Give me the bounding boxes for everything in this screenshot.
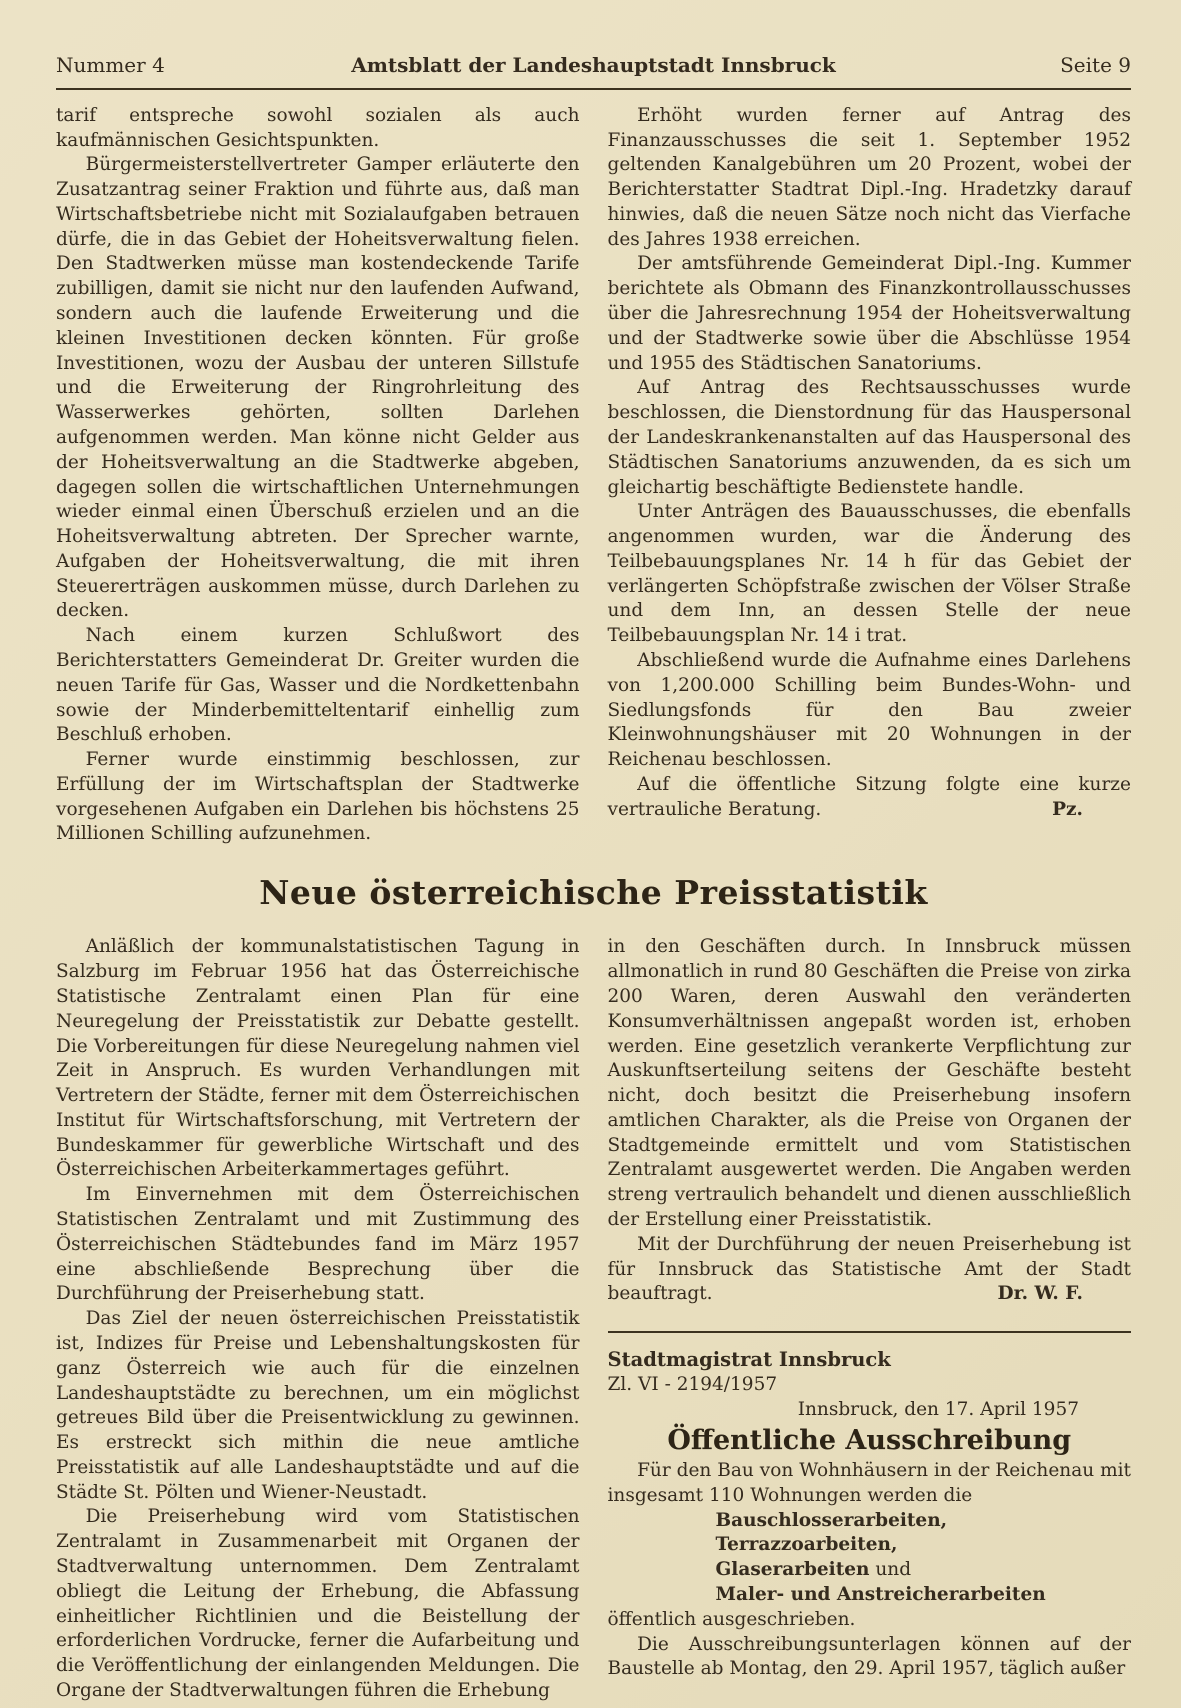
notice-item <box>716 1583 1132 1608</box>
paragraph: Der amtsführende Gemeinderat Dipl.-Ing. Kummer berichtete als Obmann des Finanzkontrollausschusses über die Jahresrechnung 1954 der Hoheitsverwaltung und der Stadtwerke sowie über die Abschlüsse 1954 und 1955 des Städtischen Sanatoriums. <box>607 253 1131 374</box>
notice-item-label: Glaserarbeiten <box>715 1559 870 1581</box>
paragraph: Anläßlich der kommunalstatistischen Tagung in Salzburg im Februar 1956 hat das Österreichische Statistische Zentralamt einen Plan für eine Neuregelung der Preisstatistik zur Debatte gestellt. Die Vorbereitungen für diese Neuregelung nahmen viel Zeit in Anspruch. Es wurden Verhandlungen mit Vertretern der Städte, ferner mit dem Österreichischen Institut für Wirtschaftsforschung, mit Vertretern der Bundeskammer für gewerbliche Wirtschaft und des Österreichischen Arbeiterkammertages geführt. <box>56 936 580 1181</box>
article2-title: Neue österreichische Preisstatistik <box>259 873 928 913</box>
notice-outro: öffentlich ausgeschrieben. <box>607 1608 856 1630</box>
public-tender-notice <box>608 1347 1132 1682</box>
notice-item-label: Bauschlosserarbeiten, <box>715 1509 948 1531</box>
notice-dateline: Innsbruck, den 17. April 1957 <box>797 1399 1079 1421</box>
paragraph: Nach einem kurzen Schlußwort des Berichterstatters Gemeinderat Dr. Greiter wurden die neuen Tarife für Gas, Wasser und die Nordkettenbahn sowie der Minderbemitteltentarif einhellig zum Beschluß erhoben. <box>56 625 580 746</box>
paragraph: Die Preiserhebung wird vom Statistischen Zentralamt in Zusammenarbeit mit Organen der Stadtverwaltung unternommen. Dem Zentralamt obliegt die Leitung der Erhebung, die Abfassung einheitlicher Richtlinien und die Beistellung der erforderlichen Vordrucke, ferner die Aufarbeitung und die Veröffentlichung der einlangenden Meldungen. Die Organe der Stadtverwaltungen führen die Erhebung <box>56 1506 580 1701</box>
notice-reference-number: Zl. VI - 2194/1957 <box>607 1374 778 1396</box>
paragraph: Unter Anträgen des Bauausschusses, die ebenfalls angenommen wurden, war die Änderung des Teilbebauungsplanes Nr. 14 h für das Gebiet der verlängerten Schöpfstraße zwischen der Völser Straße und dem Inn, an dessen Stelle der neue Teilbebauungsplan Nr. 14 i trat. <box>607 501 1131 647</box>
notice-office: Stadtmagistrat Innsbruck <box>607 1348 891 1372</box>
article1-columns <box>56 104 1131 847</box>
notice-continuation: Die Ausschreibungsunterlagen können auf der Baustelle ab Montag, den 29. April 1957, täglich außer <box>607 1633 1131 1680</box>
section-divider-rule <box>608 1331 1132 1333</box>
notice-item-suffix: und <box>869 1559 912 1581</box>
masthead <box>56 52 1131 90</box>
article2-left-column <box>56 935 580 1703</box>
signature: Pz. <box>1052 798 1083 820</box>
paragraph: Das Ziel der neuen österreichischen Preisstatistik ist, Indizes für Preise und Lebenshaltungskosten für ganz Österreich wie auch für die einzelnen Landeshauptstädte zu berechnen, um ein möglichst getreues Bild über die Preisentwicklung zu gewinnen. Es erstreckt sich mithin die neue amtliche Preisstatistik auf alle Landeshauptstädte und auf die Städte St. Pölten und Wiener-Neustadt. <box>56 1308 580 1503</box>
paragraph: Im Einvernehmen mit dem Österreichischen Statistischen Zentralamt und mit Zustimmung des Österreichischen Städtebundes fand im März 1957 eine abschließende Besprechung über die Durchführung der Preiserhebung statt. <box>56 1184 580 1305</box>
issue-number: Nummer 4 <box>56 53 165 77</box>
paragraph: in den Geschäften durch. In Innsbruck müssen allmonatlich in rund 80 Geschäften die Preise von zirka 200 Waren, deren Auswahl den veränderten Konsumverhältnissen angepaßt worden ist, erhoben werden. Eine gesetzlich verankerte Verpflichtung zur Auskunftserteilung seitens der Geschäfte besteht nicht, doch besitzt die Preiserhebung insofern amtlichen Charakter, als die Preise von Organen der Stadtgemeinde ermittelt und vom Statistischen Zentralamt ausgewertet werden. Die Angaben werden streng vertraulich behandelt und dienen ausschließlich der Erstellung einer Preisstatistik. <box>607 936 1131 1231</box>
signature: Dr. W. F. <box>997 1283 1083 1305</box>
page-number: Seite 9 <box>1060 53 1131 77</box>
notice-item <box>716 1533 1132 1558</box>
notice-item <box>716 1558 1132 1583</box>
paragraph: Mit der Durchführung der neuen Preiserhebung ist für Innsbruck das Statistische Amt der Stadt beauftragt. Dr. W. F. <box>608 1233 1132 1307</box>
paragraph: Auf Antrag des Rechtsausschusses wurde beschlossen, die Dienstordnung für das Hauspersonal der Landeskrankenanstalten auf das Hauspersonal des Städtischen Sanatoriums anzuwenden, da es sich um gleichartig beschäftigte Bedienstete handle. <box>607 377 1131 498</box>
paragraph: Erhöht wurden ferner auf Antrag des Finanzausschusses die seit 1. September 1952 geltenden Kanalgebühren um 20 Prozent, wobei der Berichterstatter Stadtrat Dipl.-Ing. Hradetzky darauf hinwies, daß die neuen Sätze noch nicht das Vierfache des Jahres 1938 erreichen. <box>607 104 1131 250</box>
paragraph: Bürgermeisterstellvertreter Gamper erläuterte den Zusatzantrag seiner Fraktion und führte aus, daß man Wirtschaftsbetriebe nicht mit Sozialaufgaben betrauen dürfe, die in das Gebiet der Hoheitsverwaltung fielen. Den Stadtwerken müsse man kostendeckende Tarife zubilligen, damit sie nicht nur den laufenden Aufwand, sondern auch die laufende Erweiterung und die kleinen Investitionen decken könnten. Für große Investitionen, wozu der Ausbau der unteren Sillstufe und die Erweiterung der Ringrohrleitung des Wasserwerkes gehörten, sollten Darlehen aufgenommen werden. Man könne nicht Gelder aus der Hoheitsverwaltung an die Stadtwerke abgeben, dagegen sollen die wirtschaftlichen Unternehmungen wieder einmal einen Überschuß erzielen und an die Hoheitsverwaltung abtreten. Der Sprecher warnte, Aufgaben der Hoheitsverwaltung, die mit ihren Steuererträgen auskommen müsse, durch Darlehen zu decken. <box>56 154 580 622</box>
notice-item-label: Terrazzoarbeiten, <box>715 1534 898 1556</box>
notice-heading: Öffentliche Ausschreibung <box>667 1424 1072 1456</box>
article1-left-column <box>56 104 580 847</box>
notice-items <box>716 1509 1132 1608</box>
notice-item <box>716 1509 1132 1534</box>
paragraph: Auf die öffentliche Sitzung folgte eine kurze vertrauliche Beratung. Pz. <box>608 773 1132 823</box>
notice-item-label: Maler- und Anstreicherarbeiten <box>715 1583 1046 1605</box>
paragraph: tarif entspreche sowohl sozialen als auch kaufmännischen Gesichtspunkten. <box>56 104 580 151</box>
gazette-title: Amtsblatt der Landeshauptstadt Innsbruck <box>351 53 836 77</box>
article2-columns <box>56 935 1131 1703</box>
article2-right-paragraphs <box>608 935 1132 1307</box>
notice-intro: Für den Bau von Wohnhäusern in der Reichenau mit insgesamt 110 Wohnungen werden die <box>607 1460 1131 1506</box>
article2-right-column <box>608 935 1132 1703</box>
paragraph: Ferner wurde einstimmig beschlossen, zur Erfüllung der im Wirtschaftsplan der Stadtwerke vorgesehenen Aufgaben ein Darlehen bis höchstens 25 Millionen Schilling aufzunehmen. <box>56 749 580 845</box>
paragraph: Abschließend wurde die Aufnahme eines Darlehens von 1,200.000 Schilling beim Bundes-Wohn- und Siedlungsfonds für den Bau zweier Kleinwohnungshäuser mit 20 Wohnungen in der Reichenau beschlossen. <box>607 649 1131 771</box>
article1-right-column <box>608 104 1132 847</box>
